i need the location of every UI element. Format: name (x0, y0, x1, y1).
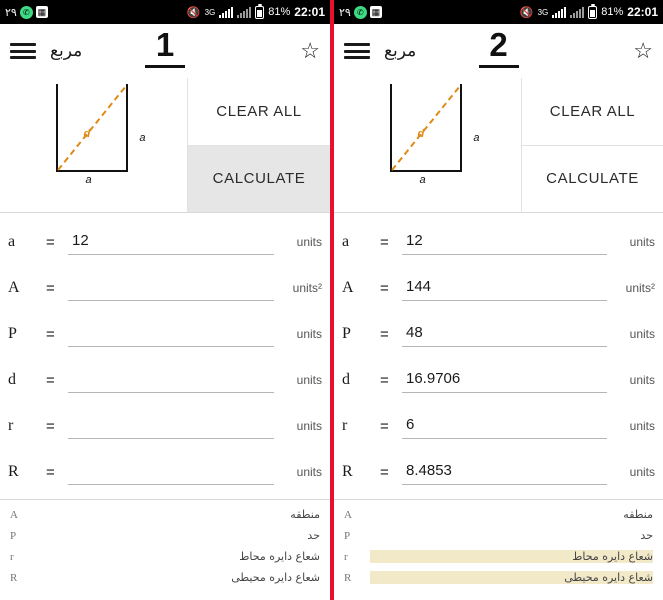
row-symbol: r (342, 417, 348, 434)
row-symbol: r (8, 417, 14, 434)
diagonal-line-icon (56, 84, 128, 172)
legend-text: منطقه (290, 508, 320, 521)
row-R (334, 449, 663, 495)
input-area[interactable] (68, 275, 274, 301)
app-bar (334, 24, 663, 78)
clear-all-button[interactable]: CLEAR ALL (188, 78, 330, 145)
figure-label-side-right: a (473, 132, 480, 144)
battery-percent: 81% (601, 6, 624, 18)
row-equals: = (46, 233, 55, 251)
input-circumradius[interactable]: 8.4853 (402, 459, 607, 485)
figure-and-actions-panel (334, 78, 663, 213)
mute-icon: 🔇 (519, 6, 534, 19)
legend-symbol: A (344, 508, 352, 521)
legend-symbol: r (344, 550, 348, 563)
whatsapp-icon: ✆ (20, 6, 33, 19)
legend-text: شعاع دایره محیطی (231, 571, 320, 584)
row-equals: = (46, 371, 55, 389)
legend-list (0, 500, 330, 588)
input-circumradius[interactable] (68, 459, 274, 485)
row-equals: = (46, 279, 55, 297)
legend-list (334, 500, 663, 588)
clock: 22:01 (627, 5, 658, 19)
unit-diagonal: units (296, 373, 322, 387)
input-inradius[interactable] (68, 413, 274, 439)
input-area[interactable]: 144 (402, 275, 607, 301)
battery-icon (255, 6, 264, 19)
row-r (0, 403, 330, 449)
figure-label-side-right: a (139, 132, 146, 144)
row-d (334, 357, 663, 403)
status-bar (0, 0, 330, 24)
screen-step-2 (334, 0, 663, 600)
row-equals: = (380, 463, 389, 481)
legend-symbol: r (10, 550, 14, 563)
status-bar-left (5, 6, 48, 19)
network-type-label: 3G (204, 7, 216, 17)
diagonal-line-icon (390, 84, 462, 172)
figure-and-actions-panel (0, 78, 330, 213)
legend-text: حد (640, 529, 653, 542)
app-notification-icon: ▦ (371, 6, 381, 17)
row-symbol: d (8, 371, 16, 388)
status-bar-left (339, 6, 382, 19)
signal-bars-icon (552, 7, 566, 18)
step-number-badge: 2 (479, 28, 519, 68)
input-a[interactable]: 12 (68, 229, 274, 255)
row-symbol: a (342, 233, 350, 250)
calculate-button[interactable]: CALCULATE (522, 146, 663, 213)
row-a (0, 219, 330, 265)
legend-text: منطقه (623, 508, 653, 521)
action-buttons (522, 78, 663, 212)
row-R (0, 449, 330, 495)
input-diagonal[interactable]: 16.9706 (402, 367, 607, 393)
row-A (0, 265, 330, 311)
row-equals: = (46, 463, 55, 481)
legend-symbol: R (10, 571, 18, 584)
value-rows (334, 213, 663, 495)
signal-bars-secondary-icon (237, 7, 251, 18)
status-bar-right (187, 5, 325, 19)
row-equals: = (380, 279, 389, 297)
signal-bars-icon (219, 7, 233, 18)
row-equals: = (380, 325, 389, 343)
input-a[interactable]: 12 (402, 229, 607, 255)
legend-symbol: P (10, 529, 17, 542)
app-notification-icon: ▦ (37, 6, 47, 17)
value-rows (0, 213, 330, 495)
legend-item (344, 504, 653, 525)
bottom-strip (334, 593, 663, 600)
square-figure (0, 78, 188, 212)
carrier-digits: ٢٩ (339, 6, 351, 19)
input-diagonal[interactable] (68, 367, 274, 393)
status-bar (334, 0, 663, 24)
row-equals: = (380, 371, 389, 389)
unit-circumradius: units (296, 465, 322, 479)
unit-perimeter: units (629, 327, 655, 341)
legend-text: حد (307, 529, 320, 542)
row-symbol: A (8, 279, 20, 296)
input-perimeter[interactable]: 48 (402, 321, 607, 347)
legend-item (10, 567, 320, 588)
row-P (0, 311, 330, 357)
legend-symbol: R (344, 571, 352, 584)
battery-percent: 81% (268, 6, 291, 18)
row-symbol: R (8, 463, 19, 480)
row-equals: = (380, 233, 389, 251)
unit-inradius: units (629, 419, 655, 433)
menu-icon[interactable] (10, 41, 36, 61)
signal-bars-secondary-icon (570, 7, 584, 18)
whatsapp-icon: ✆ (354, 6, 367, 19)
row-P (334, 311, 663, 357)
row-A (334, 265, 663, 311)
carrier-digits: ٢٩ (5, 6, 17, 19)
row-r (334, 403, 663, 449)
legend-item (10, 525, 320, 546)
row-symbol: d (342, 371, 350, 388)
unit-diagonal: units (629, 373, 655, 387)
page-title: مربع (50, 41, 83, 61)
action-buttons (188, 78, 330, 212)
legend-item (10, 546, 320, 567)
step-number-badge: 1 (145, 28, 185, 68)
calculate-button[interactable]: CALCULATE (188, 146, 330, 213)
legend-item (10, 504, 320, 525)
row-equals: = (380, 417, 389, 435)
menu-icon[interactable] (344, 41, 370, 61)
figure-label-side-bottom: a (419, 174, 426, 186)
unit-a: units (296, 235, 322, 249)
legend-text: شعاع دایره محاط (370, 550, 653, 563)
legend-item (344, 567, 653, 588)
clock: 22:01 (294, 5, 325, 19)
favorite-star-icon[interactable]: ☆ (300, 38, 320, 63)
legend-symbol: A (10, 508, 18, 521)
legend-item (344, 546, 653, 567)
page-title: مربع (384, 41, 417, 61)
screen-divider (330, 0, 334, 600)
legend-text: شعاع دایره محاط (239, 550, 320, 563)
figure-label-diagonal: d (417, 128, 425, 140)
unit-a: units (629, 235, 655, 249)
row-equals: = (46, 325, 55, 343)
screen-step-1 (0, 0, 330, 600)
figure-label-side-bottom: a (85, 174, 92, 186)
figure-label-diagonal: d (83, 128, 91, 140)
row-symbol: P (342, 325, 351, 342)
network-type-label: 3G (537, 7, 549, 17)
row-symbol: P (8, 325, 17, 342)
unit-perimeter: units (296, 327, 322, 341)
clear-all-button[interactable]: CLEAR ALL (522, 78, 663, 145)
unit-circumradius: units (629, 465, 655, 479)
favorite-star-icon[interactable]: ☆ (633, 38, 653, 63)
bottom-strip (0, 593, 330, 600)
unit-area: units² (625, 281, 655, 295)
app-bar (0, 24, 330, 78)
battery-icon (588, 6, 597, 19)
input-inradius[interactable]: 6 (402, 413, 607, 439)
row-a (334, 219, 663, 265)
row-symbol: A (342, 279, 354, 296)
row-d (0, 357, 330, 403)
square-figure (334, 78, 522, 212)
legend-text: شعاع دایره محیطی (370, 571, 653, 584)
mute-icon: 🔇 (186, 6, 201, 19)
unit-area: units² (292, 281, 322, 295)
unit-inradius: units (296, 419, 322, 433)
row-symbol: a (8, 233, 16, 250)
legend-symbol: P (344, 529, 351, 542)
legend-item (344, 525, 653, 546)
row-symbol: R (342, 463, 353, 480)
status-bar-right (520, 5, 658, 19)
input-perimeter[interactable] (68, 321, 274, 347)
row-equals: = (46, 417, 55, 435)
